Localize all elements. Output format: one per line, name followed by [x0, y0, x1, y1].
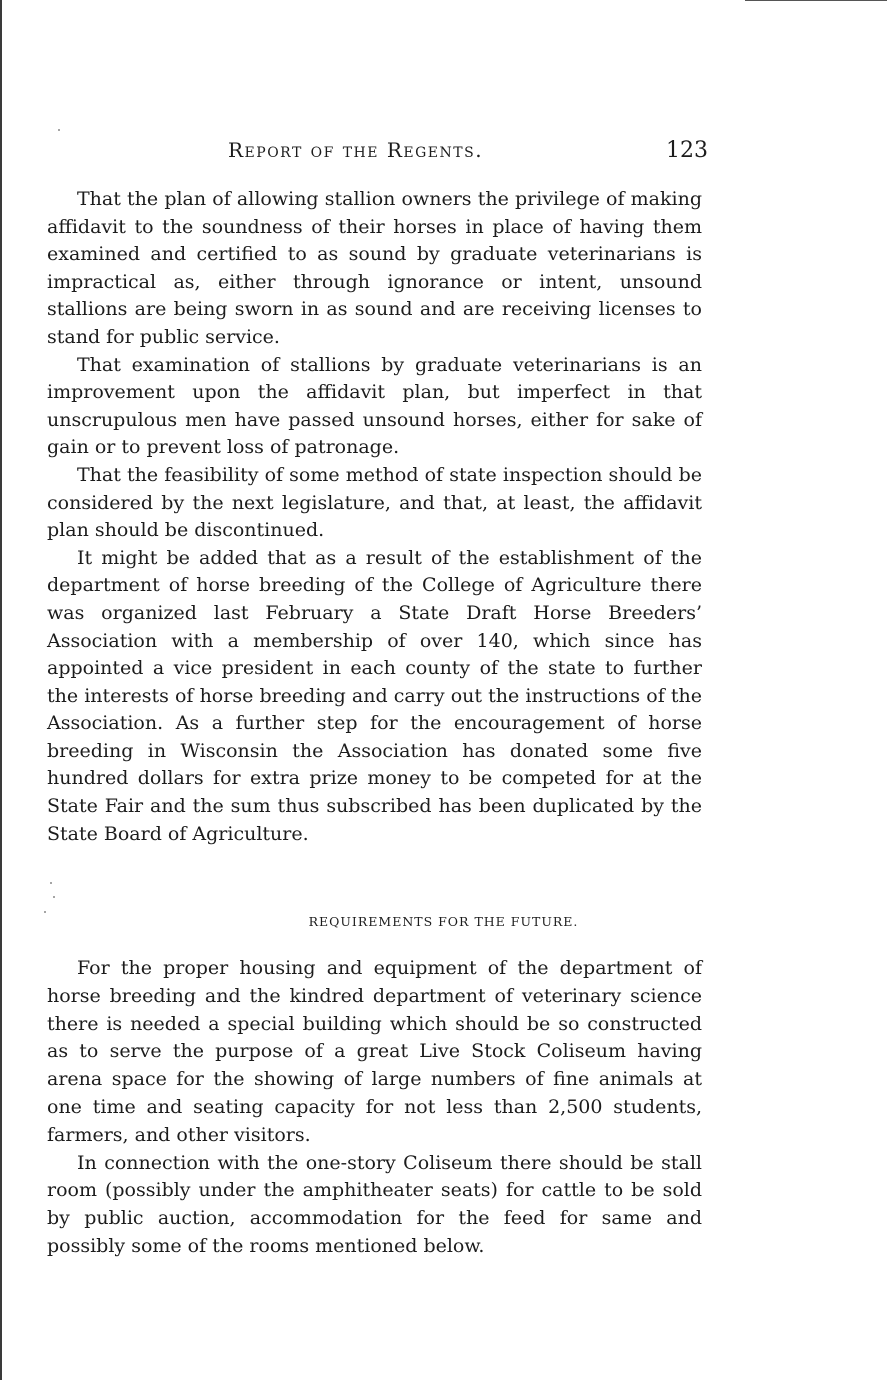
page-binding-edge — [0, 0, 2, 1380]
running-head — [228, 138, 708, 168]
scan-speck — [50, 882, 52, 884]
page-number: 123 — [666, 138, 708, 163]
paragraph-veterinary-examination: That examination of stallions by graduate veterinarians is an improvement upon the affidavit plan, but imperfect in that unscrupulous men have passed unsound horses, either for sake of gain or to prevent loss of patronage. — [47, 353, 702, 459]
paragraph-coliseum-building: For the proper housing and equipment of the department of horse breeding and the kindred department of veterinary science there is needed a special building which should be so constructed as to serve the purpose of a great Live Stock Coliseum having arena space for the showing of large numbers of fine animals at one time and seating capacity for not less than 2,500 students, farmers, and other visitors. — [47, 957, 702, 1146]
paragraph-affidavit-plan: That the plan of allowing stallion owners the privilege of making affidavit to the soundness of their horses in place of having them examined and certified to as sound by graduate veterinarians is impractical as, either through ignorance or intent, unsound stallions are being sworn in as sound and are receiving licenses to stand for public service. — [47, 188, 702, 348]
section-heading: REQUIREMENTS FOR THE FUTURE. — [308, 914, 579, 929]
section-body — [47, 955, 702, 1261]
paragraph-breeders-association: It might be added that as a result of the establishment of the department of horse breeding of the College of Agriculture there was organized last February a State Draft Horse Breeders’ Association with a membership of over 140, which since has appointed a vice president in each county of the state to further the interests of horse breeding and carry out the instructions of the Association. As a further step for the encouragement of horse breeding in Wisconsin the Association has donated some five hundred dollars for extra prize money to be competed for at the State Fair and the sum thus subscribed has been duplicated by the State Board of Agriculture. — [47, 546, 702, 845]
paragraph-state-inspection: That the feasibility of some method of state inspection should be considered by the next legislature, and that, at least, the affidavit plan should be discontinued. — [47, 463, 702, 542]
top-edge-rule — [745, 0, 887, 1]
running-head-title: Report of the Regents. — [228, 138, 484, 162]
body-text — [47, 186, 702, 848]
scan-speck — [44, 911, 46, 913]
scan-speck — [53, 896, 55, 898]
paragraph-stall-room: In connection with the one-story Coliseum there should be stall room (possibly under the amphitheater seats) for cattle to be sold by public auction, accommodation for the feed for same and possibly some of the rooms mentioned below. — [47, 1151, 702, 1257]
scan-speck — [58, 129, 60, 131]
